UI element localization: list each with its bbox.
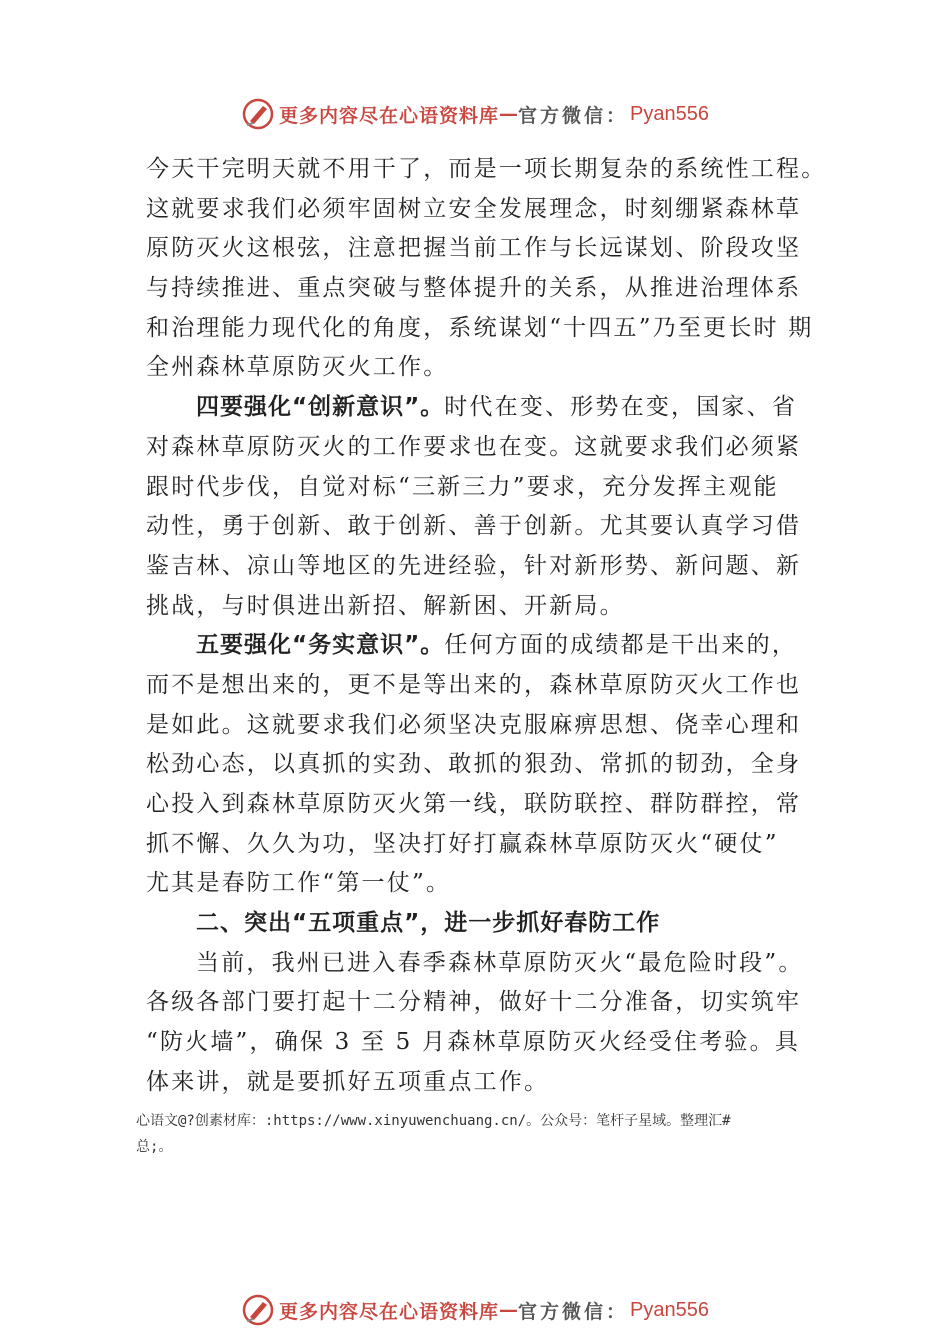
- source-note: [136, 1108, 836, 1160]
- text-line: 各级各部门要打起十二分精神，做好十二分准备，切实筑牢: [146, 989, 802, 1016]
- paragraph-6-first-line: 当前，我州已进入春季森林草原防灭火“最危险时段”。: [196, 949, 804, 976]
- text-line: 抓不懈、久久为功，坚决打好打赢森林草原防灭火“硬仗”: [146, 830, 779, 857]
- text-line: 今天干完明天就不用干了，而是一项长期复杂的系统性工程。: [146, 156, 827, 182]
- text-line: 而不是想出来的，更不是等出来的，森林草原防灭火工作也: [146, 671, 802, 698]
- document-body: [146, 150, 836, 1103]
- text-line: 动性，勇于创新、敢于创新、善于创新。尤其要认真学习借: [146, 513, 802, 540]
- source-note-line: 总;。: [136, 1139, 173, 1155]
- text-line: 与持续推进、重点突破与整体提升的关系，从推进治理体系: [146, 275, 802, 302]
- text-line: 是如此。这就要求我们必须坚决克服麻痹思想、侥幸心理和: [146, 711, 802, 738]
- footer-separator: —: [499, 1299, 519, 1321]
- section-heading: 二、突出“五项重点”，进一步抓好春防工作: [196, 910, 661, 937]
- header-wechat-id: Pyan556: [630, 102, 709, 125]
- brand-logo-icon: [241, 97, 275, 131]
- footer-brand: 更多内容尽在心语资料库: [279, 1300, 500, 1323]
- text-line: 体来讲，就是要抓好五项重点工作。: [146, 1068, 550, 1095]
- text-line: 挑战，与时俱进出新招、解新困、开新局。: [146, 592, 625, 619]
- text-line: 心投入到森林草原防灭火第一线，联防联控、群防群控，常: [146, 791, 802, 817]
- paragraph-4-lead: 四要强化“创新意识”。: [196, 394, 445, 421]
- header-brand: 更多内容尽在心语资料库: [279, 104, 500, 127]
- footer-banner: [0, 1290, 950, 1330]
- text-line: 鉴吉林、凉山等地区的先进经验，针对新形势、新问题、新: [146, 552, 802, 579]
- text-line: 松劲心态，以真抓的实劲、敢抓的狠劲、常抓的韧劲，全身: [146, 751, 802, 778]
- brand-logo-icon: [241, 1293, 275, 1327]
- footer-wechat-label: 官方微信：: [518, 1300, 629, 1323]
- header-separator: —: [499, 103, 519, 125]
- text-line: 对森林草原防灭火的工作要求也在变。这就要求我们必须紧: [146, 433, 802, 460]
- header-banner: [0, 94, 950, 134]
- header-wechat-label: 官方微信：: [518, 104, 629, 127]
- text-line: “防火墙”，确保 3 至 5 月森林草原防灭火经受住考验。具: [146, 1029, 801, 1056]
- text-line: 原防灭火这根弦，注意把握当前工作与长远谋划、阶段攻坚: [146, 235, 802, 262]
- source-note-line: 心语文@?创素材库：:https://www.xinyuwenchuang.cn/。公众号：笔杆子星域。整理汇#: [136, 1113, 731, 1129]
- text-line: 尤其是春防工作“第一仗”。: [146, 870, 452, 897]
- footer-wechat-id: Pyan556: [630, 1298, 709, 1321]
- text-line: 这就要求我们必须牢固树立安全发展理念，时刻绷紧森林草: [146, 195, 802, 222]
- text-line: 跟时代步伐，自觉对标“三新三力”要求，充分发挥主观能: [146, 473, 779, 500]
- paragraph-5-first-line: [146, 626, 836, 666]
- text-line: 和治理能力现代化的角度，系统谋划“十四五”乃至更长时 期: [146, 314, 814, 341]
- paragraph-4-first-line: [146, 388, 836, 428]
- paragraph-5-lead: 五要强化“务实意识”。: [196, 632, 445, 659]
- text-line: 全州森林草原防灭火工作。: [146, 354, 449, 381]
- paragraph-5-first-text: 任何方面的成绩都是干出来的，: [444, 632, 798, 659]
- paragraph-4-first-text: 时代在变、形势在变，国家、省: [444, 394, 798, 421]
